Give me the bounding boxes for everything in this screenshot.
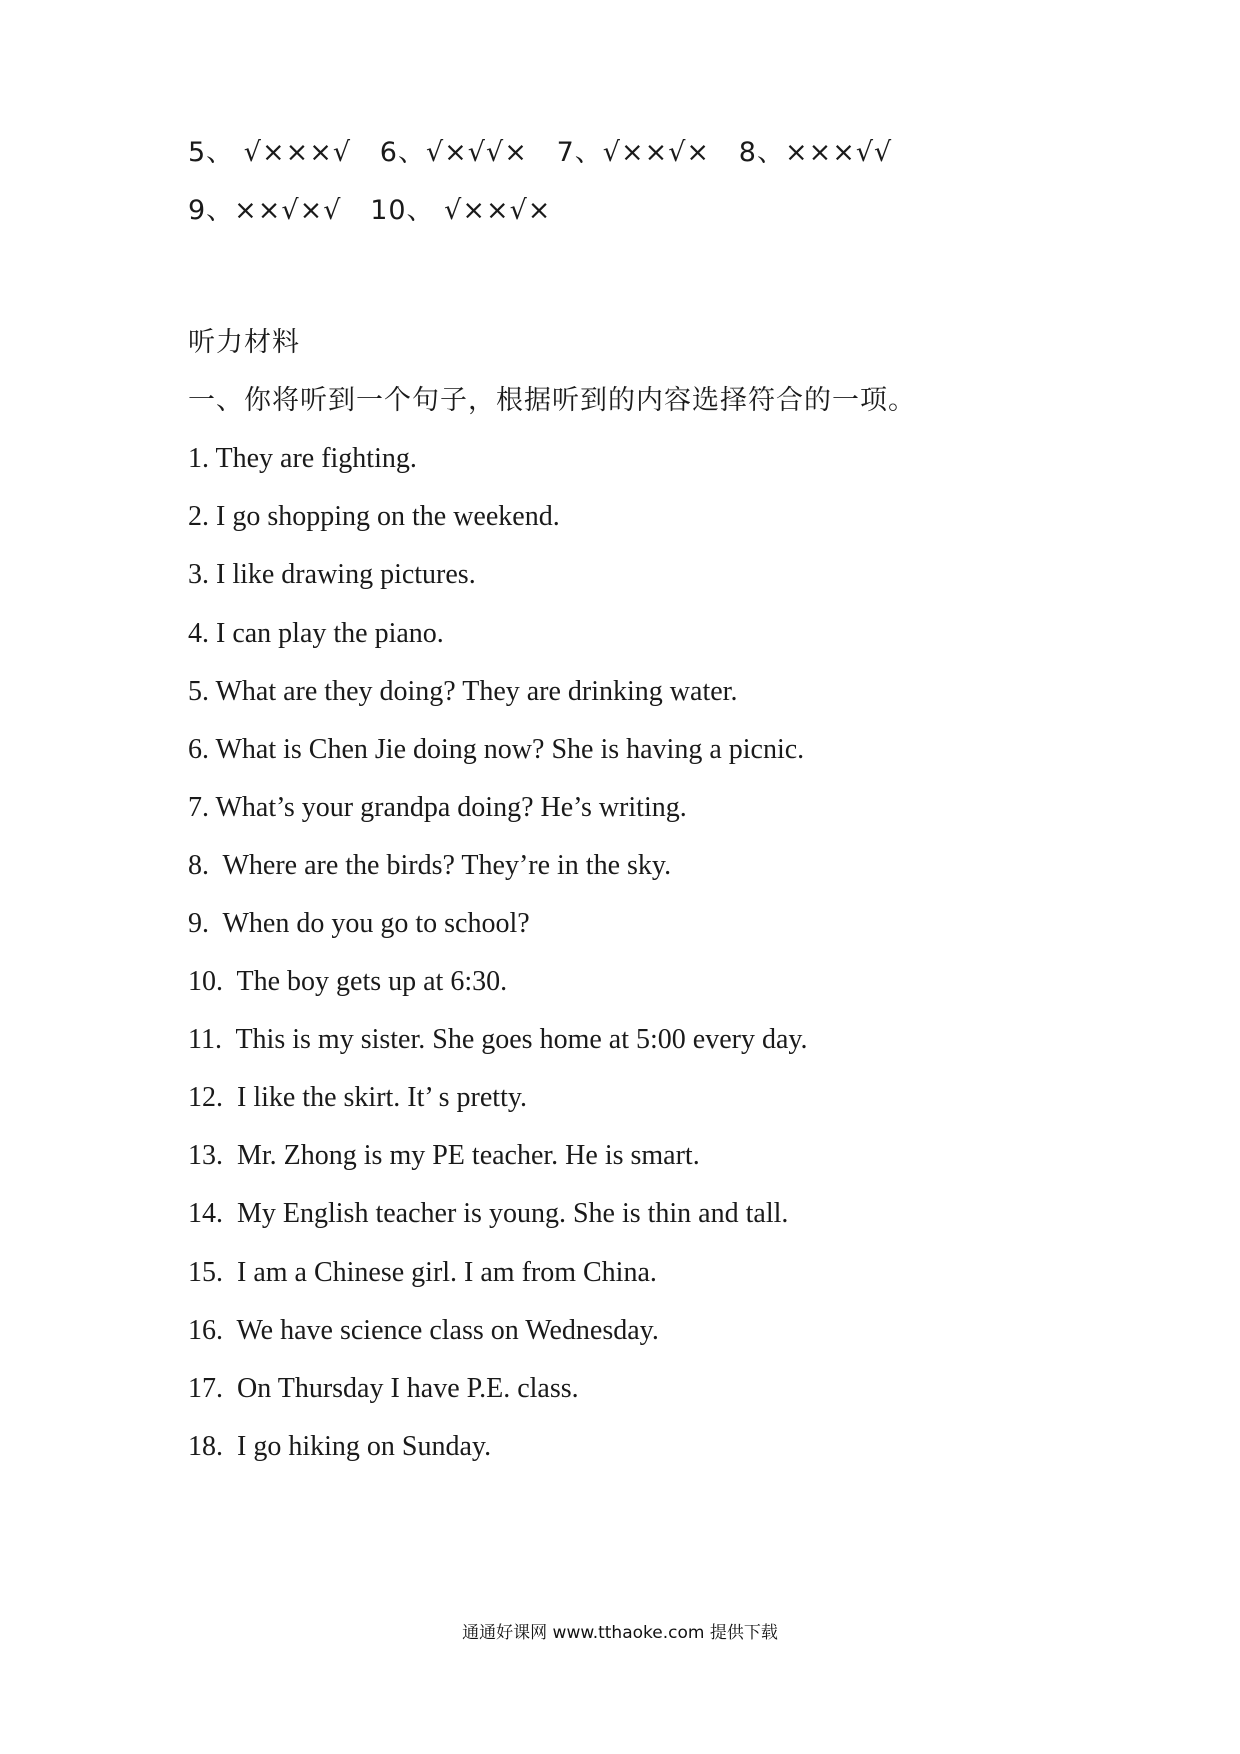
list-item: 8. Where are the birds? They’re in the sky. [188, 850, 672, 881]
list-item: 15. I am a Chinese girl. I am from China. [188, 1257, 657, 1288]
list-item: 4. I can play the piano. [188, 618, 444, 649]
list-item: 10. The boy gets up at 6:30. [188, 966, 508, 997]
list-item: 13. Mr. Zhong is my PE teacher. He is smart. [188, 1140, 700, 1171]
list-item: 7. What’s your grandpa doing? He’s writing. [188, 792, 687, 823]
list-item: 6. What is Chen Jie doing now? She is having a picnic. [188, 734, 805, 765]
page-footer: 通通好课网 www.tthaoke.com 提供下载 [462, 1623, 778, 1643]
list-item: 17. On Thursday I have P.E. class. [188, 1373, 579, 1404]
list-item: 9. When do you go to school? [188, 908, 530, 939]
list-item: 3. I like drawing pictures. [188, 559, 476, 590]
section-title: 听力材料 [188, 327, 300, 358]
list-item: 11. This is my sister. She goes home at 5:00 every day. [188, 1024, 808, 1055]
list-item: 5. What are they doing? They are drinking water. [188, 676, 738, 707]
instruction: 一、你将听到一个句子，根据听到的内容选择符合的一项。 [188, 385, 916, 416]
list-item: 18. I go hiking on Sunday. [188, 1431, 492, 1462]
answer-row-2: 9、××√×√ 10、 √××√× [188, 195, 552, 226]
list-item: 14. My English teacher is young. She is thin and tall. [188, 1198, 789, 1229]
list-item: 12. I like the skirt. It’ s pretty. [188, 1082, 528, 1113]
answer-row-1: 5、 √×××√ 6、√×√√× 7、√××√× 8、×××√√ [188, 137, 893, 168]
list-item: 1. They are fighting. [188, 443, 417, 474]
list-item: 16. We have science class on Wednesday. [188, 1315, 659, 1346]
list-item: 2. I go shopping on the weekend. [188, 501, 560, 532]
